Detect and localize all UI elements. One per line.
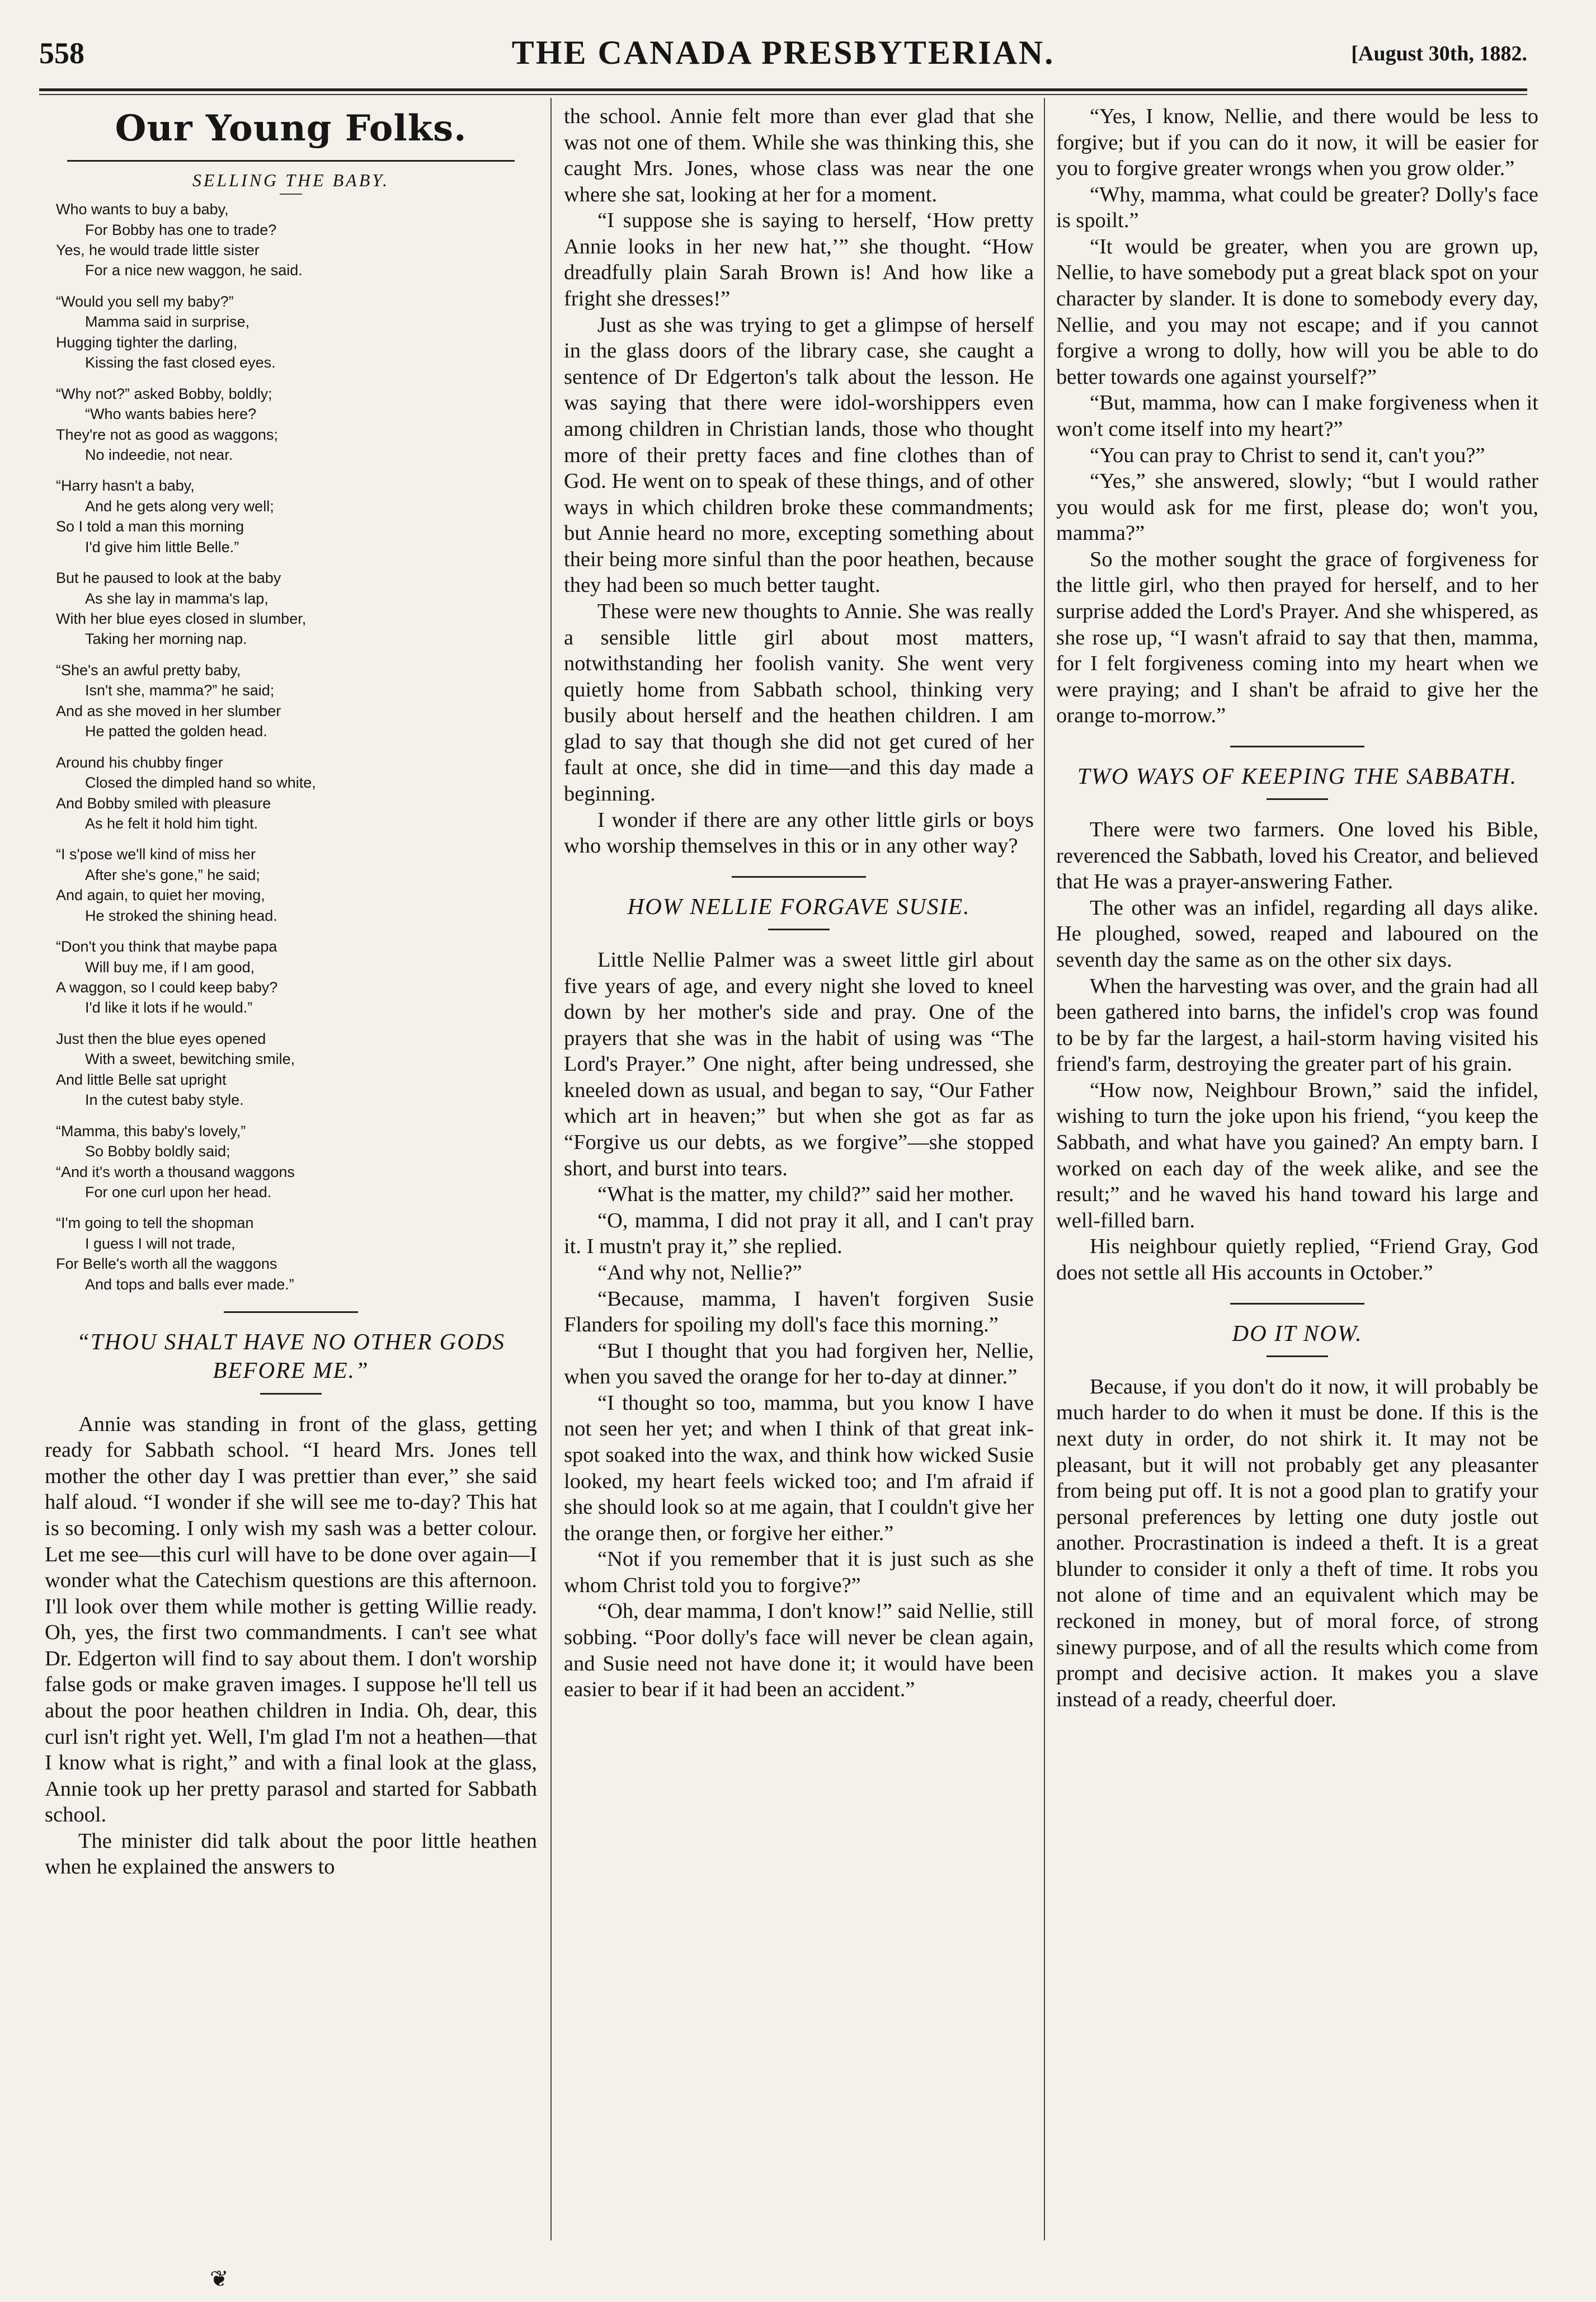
poem-line: Kissing the fast closed eyes. — [85, 354, 276, 371]
poem-line: Around his chubby finger — [56, 754, 223, 771]
poem-line: And Bobby smiled with pleasure — [56, 794, 271, 812]
poem-line: “She's an awful pretty baby, — [56, 661, 241, 679]
article-title: TWO WAYS OF KEEPING THE SABBATH. — [1077, 762, 1518, 789]
article-body — [1056, 1374, 1538, 1713]
poem-line: Mamma said in surprise, — [85, 313, 250, 331]
paragraph: His neighbour quietly replied, “Friend Gray, God does not settle all His accounts in October.” — [1056, 1235, 1538, 1284]
article-title: HOW NELLIE FORGAVE SUSIE. — [627, 893, 971, 919]
poem-stanza — [56, 476, 537, 557]
paragraph: “I thought so too, mamma, but you know I have not seen her yet; and when I think of that great ink-spot soaked into the wax, and think how wicked Susie looked, my heart feels wicked too; and I'm afraid if she should look so at me again, that I couldn't give her the orange then, or forgive her either.” — [564, 1391, 1034, 1545]
article-separator — [224, 1311, 358, 1313]
poem-line: In the cutest baby style. — [85, 1091, 244, 1109]
paragraph: “O, mamma, I did not pray it all, and I can't pray it. I mustn't pray it,” she replied. — [564, 1208, 1034, 1259]
poem-line: “Why not?” asked Bobby, boldly; — [56, 385, 272, 402]
paragraph: Annie was standing in front of the glass, getting ready for Sabbath school. “I heard Mrs. Jones tell mother the other day I was prettier than ever,” she said half aloud. “I wonder if she will see me to-day? This hat is so becoming. I only wish my sash was a better colour. Let me see—this curl will have to be done over again—I wonder what the Catechism questions are this afternoon. I'll look over them while mother is getting Willie ready. Oh, yes, the first two commandments. I can't see what Dr. Edgerton will find to say about them. I don't worship false gods or make graven images. I suppose he'll tell us about the poor heathen children in India. Oh, dear, this curl isn't right yet. Well, I'm glad I'm not a heathen—that I know what is right,” and with a final look at the glass, Annie took up her pretty parasol and started for Sabbath school. — [45, 1412, 537, 1827]
poem-line: After she's gone,” he said; — [85, 866, 260, 883]
poem-stanza — [56, 660, 537, 742]
poem-line: “Mamma, this baby's lovely,” — [56, 1122, 246, 1140]
poem-line: Just then the blue eyes opened — [56, 1030, 266, 1047]
poem-stanza — [56, 1213, 537, 1294]
title-underline — [1267, 798, 1328, 800]
poem-line: He patted the golden head. — [85, 723, 267, 740]
poem-stanza — [56, 291, 537, 373]
poem-line: With a sweet, bewitching smile, — [85, 1051, 295, 1068]
column-divider — [1044, 98, 1045, 2240]
paragraph: “Yes,” she answered, slowly; “but I would rather you would ask for me first, please do; won't you, mamma?” — [1056, 469, 1538, 545]
poem-line: No indeedie, not near. — [85, 446, 233, 463]
poem-line: So Bobby boldly said; — [85, 1143, 230, 1160]
poem-body — [45, 199, 537, 1294]
poem-line: Closed the dimpled hand so white, — [85, 774, 316, 792]
column-divider — [550, 98, 552, 2240]
poem-line: But he paused to look at the baby — [56, 569, 281, 587]
poem-line: “Don't you think that maybe papa — [56, 938, 277, 955]
poem-line: And he gets along very well; — [85, 497, 274, 515]
article-body — [564, 947, 1034, 1703]
poem-line: I'd give him little Belle.” — [85, 538, 239, 556]
page-header — [39, 34, 1527, 84]
poem-stanza — [56, 199, 537, 281]
masthead: THE CANADA PRESBYTERIAN. — [511, 34, 1055, 71]
paragraph: The minister did talk about the poor little heathen when he explained the answers to — [45, 1829, 537, 1879]
poem-line: So I told a man this morning — [56, 518, 244, 535]
poem-title: SELLING THE BABY. — [192, 170, 390, 191]
poem-line: For a nice new waggon, he said. — [85, 262, 303, 279]
article-body — [45, 1411, 537, 1880]
article-title: DO IT NOW. — [1232, 1320, 1363, 1346]
paragraph: Little Nellie Palmer was a sweet little girl about five years of age, and every night she loved to kneel down by her mother's side and pray. One of the prayers that she was in the habit of using was “The Lord's Prayer.” One night, after being undressed, she kneeled down as usual, and began to say, “Our Father which art in heaven;” but when she got as far as “Forgive us our debts, as we forgive”—she stopped short, and burst into tears. — [564, 948, 1034, 1180]
poem-line: I guess I will not trade, — [85, 1235, 236, 1252]
paragraph: “It would be greater, when you are grown up, Nellie, to have somebody put a great black spot on your character by slander. It is done to somebody every day, Nellie, and you may not escape; and if you cannot forgive a wrong to dolly, how will you be able to do better towards one against yourself?” — [1056, 234, 1538, 389]
poem-stanza — [56, 936, 537, 1018]
paragraph: “Because, mamma, I haven't forgiven Susie Flanders for spoiling my doll's face this morning.” — [564, 1287, 1034, 1337]
poem-line: Yes, he would trade little sister — [56, 242, 260, 259]
paragraph: “Oh, dear mamma, I don't know!” said Nellie, still sobbing. “Poor dolly's face will never be clean again, and Susie need not have done it; it would have been easier to bear if it had been an accident.” — [564, 1599, 1034, 1702]
poem-stanza — [56, 384, 537, 465]
article-body-continued — [564, 103, 1034, 859]
paragraph: “Not if you remember that it is just such as she whom Christ told you to forgive?” — [564, 1547, 1034, 1597]
article-separator — [1230, 1303, 1364, 1305]
poem-line: A waggon, so I could keep baby? — [56, 979, 278, 996]
paragraph: “I suppose she is saying to herself, ‘How pretty Annie looks in her new hat,’” she thought. “How dreadfully plain Sarah Brown is! And how like a fright she dresses!” — [564, 209, 1034, 311]
paragraph: “And why not, Nellie?” — [597, 1260, 802, 1284]
paragraph: When the harvesting was over, and the grain had all been gathered into barns, the infidel's crop was found to be by far the largest, a hail-storm having visited his friend's farm, destroying the greater part of his grain. — [1056, 974, 1538, 1076]
poem-line: “And it's worth a thousand waggons — [56, 1163, 295, 1180]
poem-line: “I'm going to tell the shopman — [56, 1214, 254, 1232]
poem-line: And again, to quiet her moving, — [56, 887, 265, 904]
paragraph: “You can pray to Christ to send it, can't you?” — [1090, 443, 1485, 467]
column-1 — [45, 103, 537, 1880]
paragraph: Because, if you don't do it now, it will probably be much harder to do when it must be done. If this is the next duty in order, do not shirk it. It may not be pleasant, but it will not probably get any pleasanter from being put off. It is not a good plan to gratify your personal preferences by letting one duty jostle out another. Procrastination is indeed a theft. It is a great blunder to consider it only a theft of time. It robs you not alone of time and an equivalent which may be reckoned in money, but of moral force, of strong sinewy purpose, and of all the results which come from prompt and decisive action. It makes you a slave instead of a ready, cheerful doer. — [1056, 1374, 1538, 1711]
title-underline — [260, 1393, 322, 1395]
poem-line: For Belle's worth all the waggons — [56, 1255, 277, 1273]
poem-stanza — [56, 752, 537, 834]
poem-line: As she lay in mamma's lap, — [85, 590, 269, 607]
poem-line: And as she moved in her slumber — [56, 702, 281, 719]
title-underline — [768, 929, 830, 930]
article-body — [1056, 817, 1538, 1286]
paragraph: “Yes, I know, Nellie, and there would be less to forgive; but if you can do it now, it will be easier for you to forgive greater wrongs when you grow older.” — [1056, 105, 1538, 181]
poem-title-rule — [280, 194, 302, 195]
poem-line: Hugging tighter the darling, — [56, 333, 238, 351]
paragraph: There were two farmers. One loved his Bible, reverenced the Sabbath, loved his Creator, and believed that He was a prayer-answering Father. — [1056, 818, 1538, 894]
poem-stanza — [56, 1029, 537, 1110]
poem-line: For Bobby has one to trade? — [85, 221, 277, 238]
paragraph: the school. Annie felt more than ever glad that she was not one of them. While she was thinking this, she caught Mrs. Jones, whose class was near the one where she sat, looking at her for a moment. — [564, 105, 1034, 206]
poem-line: And tops and balls ever made.” — [85, 1275, 294, 1293]
poem-stanza — [56, 844, 537, 926]
poem-line: With her blue eyes closed in slumber, — [56, 610, 307, 628]
poem-line: For one curl upon her head. — [85, 1183, 272, 1201]
paragraph: These were new thoughts to Annie. She was really a sensible little girl about most matters, notwithstanding her foolish vanity. She went very quietly home from Sabbath school, thinking very busily about herself and the heathen children. I am glad to say that though she did not get cured of her fault at once, she did in time—and this day made a beginning. — [564, 599, 1034, 806]
poem-line: Taking her morning nap. — [85, 630, 247, 648]
poem-line: Isn't she, mamma?” he said; — [85, 682, 275, 699]
poem-line: Will buy me, if I am good, — [85, 958, 255, 976]
paragraph: The other was an infidel, regarding all days alike. He ploughed, sowed, reaped and laboured on the seventh day the same as on the other six days. — [1056, 896, 1538, 972]
title-underline — [1267, 1355, 1328, 1357]
header-rule — [39, 88, 1527, 91]
article-separator — [732, 876, 866, 878]
paragraph: I wonder if there are any other little girls or boys who worship themselves in this or in any other way? — [564, 808, 1034, 858]
paragraph: “How now, Neighbour Brown,” said the infidel, wishing to turn the joke upon his friend, “you keep the Sabbath, and what have you gained? An empty barn. I worked on each day of the week alike, and see the result;” and he waved his hand toward his large and well-filled barn. — [1056, 1078, 1538, 1232]
poem-line: They're not as good as waggons; — [56, 426, 278, 443]
paragraph: Just as she was trying to get a glimpse of herself in the glass doors of the library case, she caught a sentence of Dr Edgerton's talk about the lesson. He was saying that there were idol-worshippers even among children in Christian lands, those who thought more of their pretty faces and fine clothes than of God. He went on to speak of these things, and of other ways in which children broke these commandments; but Annie heard no more, excepting something about their being more sinful than the poor heathen, because they had been so much better taught. — [564, 313, 1034, 597]
paragraph: “What is the matter, my child?” said her mother. — [597, 1183, 1014, 1207]
poem-line: “Would you sell my baby?” — [56, 293, 234, 310]
column-3 — [1056, 103, 1538, 1712]
column-2 — [564, 103, 1034, 1703]
poem-line: Who wants to buy a baby, — [56, 201, 229, 218]
poem-line: “Who wants babies here? — [85, 406, 257, 423]
section-title-rule — [67, 160, 515, 162]
poem-line: As he felt it hold him tight. — [85, 815, 258, 832]
poem-line: And little Belle sat upright — [56, 1071, 227, 1088]
poem-stanza — [56, 568, 537, 649]
printer-mark-icon: ❦ — [210, 2266, 229, 2291]
poem-line: I'd like it lots if he would.” — [85, 999, 253, 1016]
issue-date: [August 30th, 1882. — [1351, 42, 1527, 65]
page-number: 558 — [39, 36, 84, 70]
article-title: “THOU SHALT HAVE NO OTHER GODS BEFORE ME.” — [77, 1329, 505, 1383]
poem-stanza — [56, 1121, 537, 1203]
poem-line: He stroked the shining head. — [85, 907, 277, 924]
paragraph: So the mother sought the grace of forgiveness for the little girl, who then prayed for herself, and to her surprise added the Lord's Prayer. And she whispered, as she rose up, “I wasn't afraid to say that then, mamma, for I felt forgiveness coming into my heart when we were praying; and I shan't be afraid to give her the orange to-morrow.” — [1056, 547, 1538, 728]
article-body-continued — [1056, 103, 1538, 729]
section-title: Our Young Folks. — [115, 107, 467, 149]
paragraph: “Why, mamma, what could be greater? Dolly's face is spoilt.” — [1056, 182, 1538, 233]
poem-line: “Harry hasn't a baby, — [56, 477, 195, 495]
header-rule-thin — [39, 94, 1527, 95]
poem-line: “I s'pose we'll kind of miss her — [56, 846, 256, 863]
article-separator — [1230, 746, 1364, 747]
paragraph: “But I thought that you had forgiven her, Nellie, when you saved the orange for her to-day at dinner.” — [564, 1339, 1034, 1389]
paragraph: “But, mamma, how can I make forgiveness when it won't come itself into my heart?” — [1056, 391, 1538, 441]
